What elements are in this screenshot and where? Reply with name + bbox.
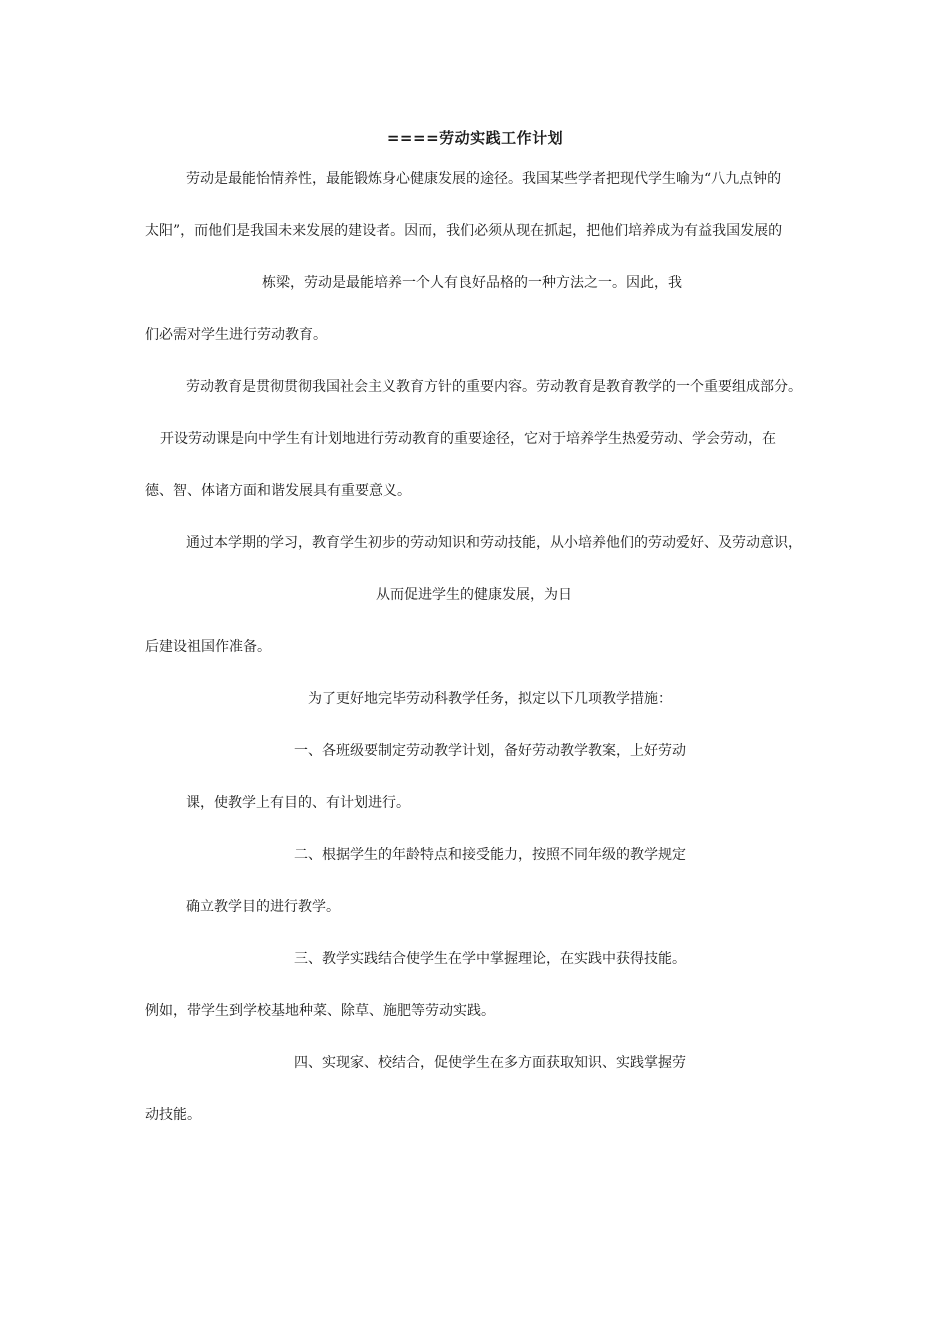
- paragraph-line: 为了更好地完毕劳动科教学任务，拟定以下几项教学措施：: [308, 691, 672, 707]
- list-item-line: 确立教学目的进行教学。: [186, 899, 340, 915]
- paragraph-line: 从而促进学生的健康发展，为日: [376, 587, 572, 603]
- list-item-line: 课，使教学上有目的、有计划进行。: [186, 795, 410, 811]
- paragraph-line: 栋梁，劳动是最能培养一个人有良好品格的一种方法之一。因此，我: [262, 275, 682, 291]
- paragraph-line: 开设劳动课是向中学生有计划地进行劳动教育的重要途径，它对于培养学生热爱劳动、学会劳动，在: [160, 431, 776, 447]
- list-item-line: 一、各班级要制定劳动教学计划，备好劳动教学教案，上好劳动: [294, 743, 686, 759]
- paragraph-line: 通过本学期的学习，教育学生初步的劳动知识和劳动技能，从小培养他们的劳动爱好、及劳动意识，: [186, 535, 802, 551]
- paragraph-line: 德、智、体诸方面和谐发展具有重要意义。: [145, 483, 411, 499]
- list-item-line: 四、实现家、校结合，促使学生在多方面获取知识、实践掌握劳: [294, 1055, 686, 1071]
- list-item-line: 三、教学实践结合使学生在学中掌握理论，在实践中获得技能。: [294, 951, 686, 967]
- paragraph-line: 们必需对学生进行劳动教育。: [145, 327, 327, 343]
- paragraph-line: 后建设祖国作准备。: [145, 639, 271, 655]
- list-item-line: 例如，带学生到学校基地种菜、除草、施肥等劳动实践。: [145, 1003, 495, 1019]
- paragraph-line: 劳动教育是贯彻贯彻我国社会主义教育方针的重要内容。劳动教育是教育教学的一个重要组成部分。: [186, 379, 802, 395]
- list-item-line: 二、根据学生的年龄特点和接受能力，按照不同年级的教学规定: [294, 847, 686, 863]
- paragraph-line: 劳动是最能怡情养性，最能锻炼身心健康发展的途径。我国某些学者把现代学生喻为“八九点钟的: [186, 171, 782, 187]
- document-title: ====劳动实践工作计划: [386, 129, 564, 147]
- paragraph-line: 太阳”，而他们是我国未来发展的建设者。因而，我们必须从现在抓起，把他们培养成为有益我国发展的: [145, 223, 783, 239]
- list-item-line: 动技能。: [145, 1107, 201, 1123]
